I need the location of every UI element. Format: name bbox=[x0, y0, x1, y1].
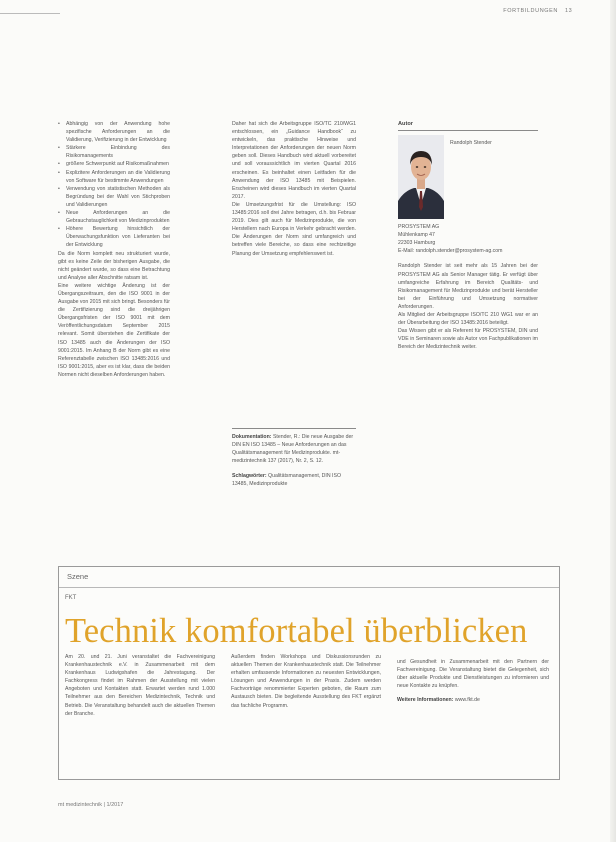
article-column-1 bbox=[58, 120, 170, 379]
more-info-label: Weitere Informationen: bbox=[397, 696, 454, 703]
page-number: 13 bbox=[565, 8, 573, 14]
literature-label: Dokumentation: bbox=[232, 434, 272, 440]
author-column bbox=[398, 120, 538, 352]
box-column-1: Am 20. und 21. Juni veranstaltet die Fachvereinigung Krankenhaustechnik e.V. in Zusammenarbeit mit dem Krankenhaus Ludwigshafen die Jahrestagung. Der Fachkongress findet im Rahmen der Ausstellung mit vielen Angeboten und Kontakten statt. Erwartet werden rund 1.000 Teilnehmer aus den Bereichen Medizintechnik, Technik und Betrieb. Die Veranstaltung behandelt auch die aktuellen Themen der Branche. bbox=[65, 654, 215, 717]
paragraph: und Gesundheit in Zusammenarbeit mit den Partnern der Fachvereinigung. Die Veranstaltung bietet die Gelegenheit, sich über aktuelle Produkte und Dienstleistungen zu informieren und neue Kontakte zu knüpfen. bbox=[397, 659, 549, 690]
more-info-link[interactable]: www.fkt.de bbox=[454, 696, 480, 703]
paragraph: Daher hat sich die Arbeitsgruppe ISO/TC 210/WG1 entschlossen, ein „Guidance Handbook“ zu entwickeln, das praktische Hinweise und Interpretationen der Anforderungen der neuen Norm geben soll. Dieses Handbuch wird aktuell vorbereitet und soll voraussichtlich im vierten Quartal 2016 erscheinen. Es beinhaltet einen Leitfaden für die Anwendung der ISO 13485 mit Beispielen. Erscheinen wird dieses Handbuch im vierten Quartal 2017. bbox=[232, 121, 356, 200]
paragraph: Da die Norm komplett neu strukturiert wurde, gibt es keine Zeile der bisherigen Ausgabe, die nicht geändert wurde, so dass eine Betrachtung und Analyse aller Abschnitte ratsam ist. bbox=[58, 250, 170, 281]
author-company: PROSYSTEM AG bbox=[398, 224, 440, 231]
author-bio bbox=[398, 262, 538, 351]
box-column-3 bbox=[397, 653, 549, 709]
literature-rule bbox=[232, 428, 356, 429]
author-street: Mühlenkamp 47 bbox=[398, 232, 435, 239]
list-item: • Verwendung von statistischen Methoden als Begründung bei der Wahl von Stichproben und Validierungen bbox=[58, 185, 170, 209]
list-item: • Neue Anforderungen an die Gebrauchstauglichkeit von Medizinprodukten bbox=[58, 209, 170, 225]
more-info bbox=[397, 696, 549, 704]
author-city: 22303 Hamburg bbox=[398, 240, 436, 247]
author-heading: Autor bbox=[398, 121, 413, 127]
box-section-label: Szene bbox=[67, 572, 89, 581]
literature-block bbox=[232, 433, 356, 465]
paragraph: Das Wissen gibt er als Referent für PROSYSTEM, DIN und VDE in Seminaren sowie als Autor von Fachpublikationen im Bereich der Medizintechnik weiter. bbox=[398, 328, 538, 351]
header-rule bbox=[0, 13, 60, 14]
list-item: • Stärkere Einbindung des Risikomanagements bbox=[58, 144, 170, 160]
list-item: • größere Schwerpunkt auf Risikomaßnahmen bbox=[58, 160, 170, 168]
author-email[interactable]: E-Mail: randolph.stender@prosystem-ag.com bbox=[398, 248, 503, 255]
bullet-list bbox=[58, 120, 170, 250]
author-rule bbox=[398, 130, 538, 131]
paragraph: Die Umsetzungsfrist für die Umstellung: ISO 13485:2016 soll drei Jahre betragen, d.h. bis Februar 2019. Dies gilt auch für Medizinprodukte, die von Herstellern nach Europa in Verkehr gebracht werden. Die Änderungen der Norm sind umfangreich und betreffen viele Bereiche, so dass eine rechtzeitige Planung der Umsetzung empfehlenswert ist. bbox=[232, 201, 356, 257]
paragraph: Als Mitglied der Arbeitsgruppe ISO/TC 210 WG1 war er an der Überarbeitung der ISO 13485:2016 beteiligt. bbox=[398, 312, 538, 327]
running-header bbox=[503, 8, 573, 14]
keywords-block bbox=[232, 472, 356, 488]
box-column-2: Außerdem finden Workshops und Diskussionsrunden zu aktuellen Themen der Krankenhaustechnik statt. Die Teilnehmer erhalten umfassende Informationen zu neuesten Entwicklungen, Lösungen und Anwendungen in der Praxis. Zudem werden Fachvorträge renommierter Experten geboten, die Raum zum Austausch bieten. Die begleitende Ausstellung des FKT ergänzt das fachliche Programm. bbox=[231, 654, 381, 709]
header-section: FORTBILDUNGEN bbox=[503, 8, 558, 14]
box-rule bbox=[59, 587, 559, 588]
list-item: • Abhängig von der Anwendung hohe spezifische Anforderungen an die Validierung, Verifizierung in der Entwicklung bbox=[58, 120, 170, 144]
page-footer: mt medizintechnik | 1/2017 bbox=[58, 802, 124, 808]
article-column-2 bbox=[232, 120, 356, 258]
scan-edge-shadow bbox=[610, 0, 616, 842]
box-kicker: FKT bbox=[65, 595, 77, 601]
literature-text: Stender, R.: Die neue Ausgabe der DIN EN ISO 13485 – Neue Anforderungen an das Qualitätsmanagement für Medizinprodukte. mt-medizintechnik 137 (2017), Nr. 2, S. 12. bbox=[232, 434, 354, 464]
paragraph: Randolph Stender ist seit mehr als 15 Jahren bei der PROSYSTEM AG als Senior Manager tätig. Er verfügt über umfangreiche Erfahrung im Bereich Qualitäts- und Risikomanagement für Medizinprodukte und berät Hersteller bei der Einführung und Umsetzung normativer Anforderungen. bbox=[398, 263, 538, 310]
author-portrait bbox=[398, 135, 444, 219]
list-item: • Höhere Bewertung hinsichtlich der Überwachungsfunktion von Lieferanten bei der Entwicklung bbox=[58, 225, 170, 249]
portrait-photo-icon bbox=[398, 135, 444, 219]
paragraph: Eine weitere wichtige Änderung ist der Übergangszeitraum, den die ISO 9001 in der Ausgabe von 2015 mit sich bringt. Besonders für die Zertifizierung sind die dreijährigen Übergangsfristen der ISO 9001 mit dem Veröffentlichungsdatum September 2015 relevant. Somit überstehen die Zertifikate der ISO 13485 auch die Änderungen der ISO 9001:2015. Im Anhang B der Norm gibt es eine Referenztabelle zwischen ISO 13485:2016 und ISO 9001:2015, aber es ist klar, dass die beiden Normen nicht dieselben Anforderungen haben. bbox=[58, 282, 170, 378]
box-headline: Technik komfortabel überblicken bbox=[65, 612, 528, 650]
author-address bbox=[398, 219, 538, 255]
keywords-text: Qualitätsmanagement, DIN ISO 13485, Medizinprodukte bbox=[232, 473, 341, 487]
scene-news-box bbox=[58, 566, 560, 780]
list-item: • Explizitere Anforderungen an die Validierung von Software für bestimmte Anwendungen bbox=[58, 169, 170, 185]
keywords-label: Schlagwörter: bbox=[232, 473, 267, 479]
author-name: Randolph Stender bbox=[450, 140, 492, 147]
